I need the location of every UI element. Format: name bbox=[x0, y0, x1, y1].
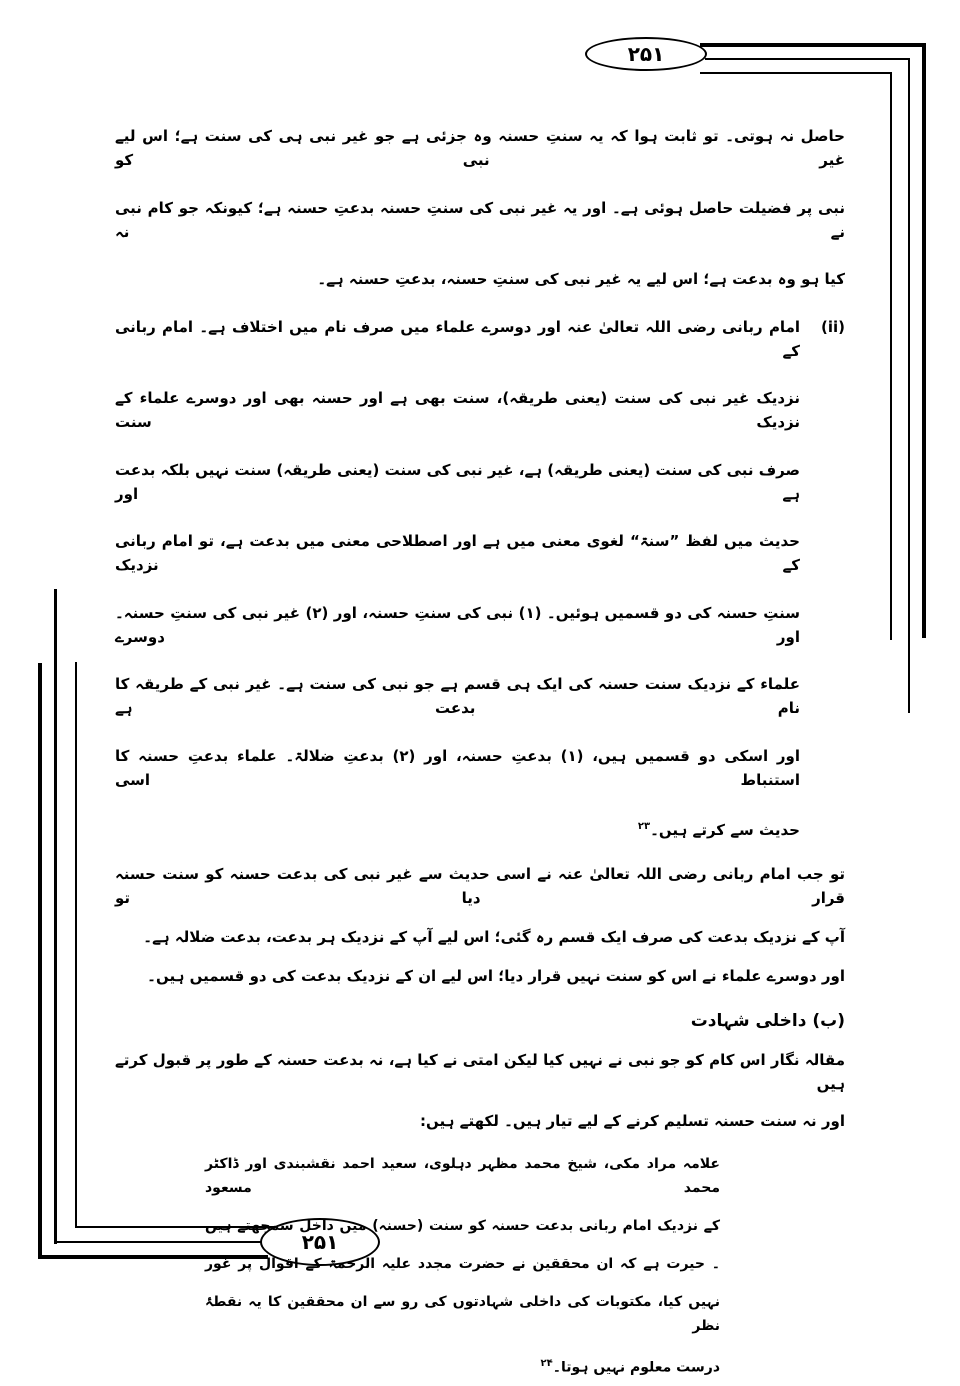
frame-line bbox=[922, 43, 926, 638]
text-line: نبی پر فضیلت حاصل ہوئی ہے۔ اور یہ غیر نبی کی سنتِ حسنہ بدعتِ حسنہ ہے؛ کیونکہ جو کام نبی نے نہ bbox=[115, 184, 845, 256]
frame-line bbox=[700, 43, 926, 47]
text-line: آپ کے نزدیک بدعت کی صرف ایک قسم رہ گئی؛ اس لیے آپ کے نزدیک ہر بدعت، بدعت ضلالہ ہے۔ bbox=[115, 917, 845, 956]
paragraph bbox=[115, 1041, 845, 1139]
frame-line bbox=[890, 72, 892, 640]
frame-line bbox=[705, 58, 910, 60]
text-line: سنتِ حسنہ کی دو قسمیں ہوئیں۔ (۱) نبی کی سنتِ حسنہ، اور (۲) غیر نبی کی سنتِ حسنہ۔ اور دوسرے bbox=[115, 589, 800, 661]
frame-line bbox=[700, 72, 892, 74]
footnote-marker: ۲۳ bbox=[638, 821, 650, 832]
quote-line: کے نزدیک امام ربانی بدعت حسنہ کو سنت (حسنہ) میں داخل سمجھتے ہیں bbox=[205, 1207, 720, 1245]
frame-line bbox=[908, 58, 910, 713]
block-quote bbox=[205, 1145, 720, 1386]
page-number-top: ۲۵۱ bbox=[585, 37, 707, 71]
paragraph bbox=[115, 112, 845, 303]
list-marker: (ii) bbox=[821, 315, 845, 339]
quote-line: علامہ مراد مکی، شیخ محمد مظہر دہلوی، سعید احمد نقشبندی اور ڈاکٹر محمد مسعود bbox=[205, 1145, 720, 1207]
paragraph bbox=[115, 854, 845, 995]
text-line bbox=[115, 803, 800, 854]
frame-line bbox=[75, 662, 77, 1228]
text-line: اور دوسرے علماء نے اس کو سنت نہیں قرار دیا؛ اس لیے ان کے نزدیک بدعت کی دو قسمیں ہیں۔ bbox=[115, 956, 845, 995]
text-span: حدیث سے کرتے ہیں۔ bbox=[650, 821, 800, 839]
text-line: صرف نبی کی سنت (یعنی طریقہ) ہے، غیر نبی کی سنت (یعنی طریقہ) سنت نہیں بلکہ بدعت ہے اور bbox=[115, 446, 800, 518]
text-column bbox=[115, 112, 845, 1386]
text-line: کیا ہو وہ بدعت ہے؛ اس لیے یہ غیر نبی کی سنتِ حسنہ، بدعتِ حسنہ ہے۔ bbox=[115, 255, 845, 303]
text-line: مقالہ نگار اس کام کو جو نبی نے نہیں کیا لیکن امتی نے کیا ہے، نہ بدعت حسنہ کے طور پر قبول کرتے ہیں bbox=[115, 1041, 845, 1102]
quote-line bbox=[205, 1345, 720, 1386]
quote-line: ۔ حیرت ہے کہ ان محققین نے حضرت مجدد علیہ الرحمۃ کے اقوال پر غور bbox=[205, 1245, 720, 1283]
frame-line bbox=[54, 589, 57, 1244]
frame-line bbox=[38, 663, 42, 1259]
page-number-bottom: ۲۵۱ bbox=[260, 1218, 380, 1266]
section-heading: (ب) داخلی شہادت bbox=[115, 995, 845, 1041]
text-span: درست معلوم نہیں ہوتا۔ bbox=[553, 1359, 720, 1375]
text-line: امام ربانی رضی اللہ تعالیٰ عنہ اور دوسرے علماء میں صرف نام میں اختلاف ہے۔ امام ربانی کے bbox=[115, 303, 800, 375]
text-line: اور اسکی دو قسمیں ہیں، (۱) بدعتِ حسنہ، اور (۲) بدعتِ ضلالۃ۔ علماء بدعتِ حسنہ کا استنباط اسی bbox=[115, 732, 800, 804]
text-line: حدیث میں لفظ ”سنۃ“ لغوی معنی میں ہے اور اصطلاحی معنی میں بدعت ہے، تو امام ربانی کے نزدیک bbox=[115, 517, 800, 589]
list-item-ii bbox=[115, 303, 845, 854]
footnote-marker: ۲۴ bbox=[541, 1358, 553, 1369]
text-line: نزدیک غیر نبی کی سنت (یعنی طریقہ)، سنت بھی ہے اور حسنہ بھی اور دوسرے علماء کے نزدیک سنت bbox=[115, 374, 800, 446]
text-line: تو جب امام ربانی رضی اللہ تعالیٰ عنہ نے اسی حدیث سے غیر نبی کی بدعت حسنہ کو سنت حسنہ قرار دیا تو bbox=[115, 854, 845, 917]
text-line: علماء کے نزدیک سنت حسنہ کی ایک ہی قسم ہے جو نبی کی سنت ہے۔ غیر نبی کے طریقہ کا نام بدعت ہے bbox=[115, 660, 800, 732]
quote-line: نہیں کیا، مکتوبات کی داخلی شہادتوں کی رو سے ان محققین کا یہ نقطۂ نظر bbox=[205, 1283, 720, 1345]
text-line: اور نہ سنت حسنہ تسلیم کرنے کے لیے تیار ہیں۔ لکھتے ہیں: bbox=[115, 1102, 845, 1139]
text-line: حاصل نہ ہوتی۔ تو ثابت ہوا کہ یہ سنتِ حسنہ وہ جزئی ہے جو غیر نبی ہی کی سنت ہے؛ اس لیے غیر نبی کو bbox=[115, 112, 845, 184]
